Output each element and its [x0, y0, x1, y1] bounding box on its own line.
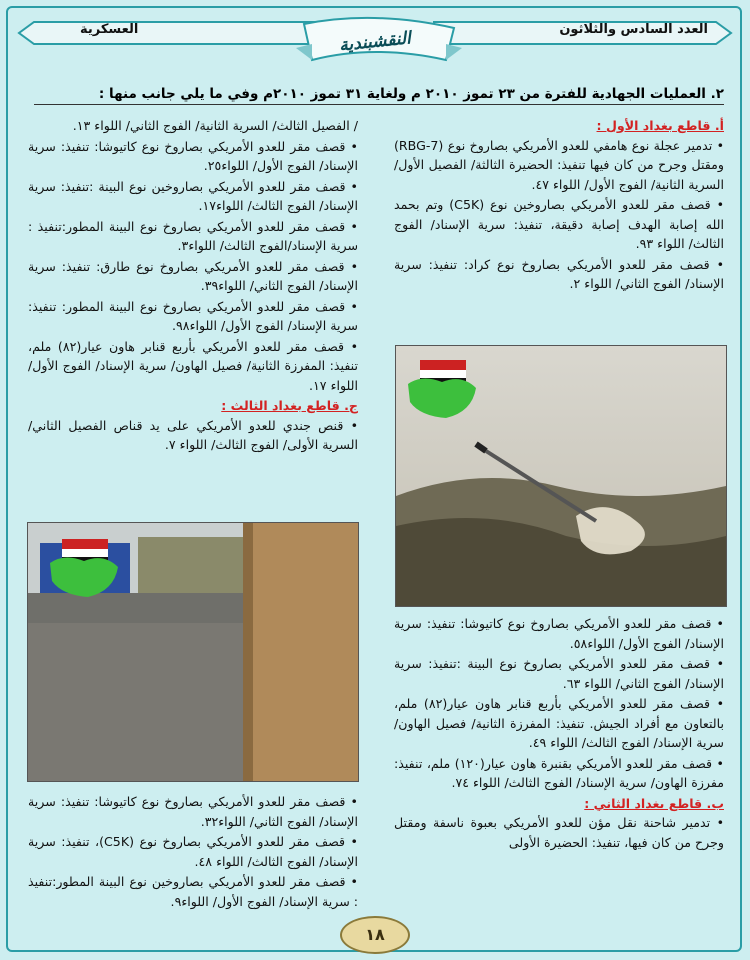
- section-label: العسكرية: [80, 22, 139, 37]
- list-item: • قصف مقر للعدو الأمريكي بصاروخ نوع كاتيوشا: تنفيذ: سرية الإسناد/ الفوج الثاني/ اللواء٣٢.: [28, 794, 358, 829]
- sector3-title: ج. قاطع بغداد الثالث :: [221, 398, 358, 413]
- list-item: • قصف مقر للعدو الأمريكي بصاروخ نوع طارق: تنفيذ: سرية الإسناد/ الفوج الثاني/ اللواء٣٩.: [28, 258, 358, 293]
- list-item: • قصف مقر للعدو الأمريكي بصاروخ نوع كاتيوشا: تنفيذ: سرية الإسناد/ الفوج الأول/ اللواء٢٥.: [28, 138, 358, 173]
- left-column-top: [28, 116, 358, 456]
- army-logo-icon: [402, 354, 482, 424]
- list-item: • قصف مقر للعدو الأمريكي بصاروخ نوع البينة المطور: تنفيذ: سرية الإسناد/ الفوج الأول/ اللواء٩٨.: [28, 298, 358, 333]
- list-item: • قصف مقر للعدو الأمريكي بصاروخ نوع (C5K)، تنفيذ: سرية الإسناد/ الفوج الثالث/ اللواء ٤٨.: [28, 834, 358, 869]
- list-item: • قصف مقر للعدو الأمريكي بصاروخ نوع كاتيوشا: تنفيذ: سرية الإسناد/ الفوج الأول/ اللواء٥٨.: [394, 616, 724, 651]
- sector1-title: أ. قاطع بغداد الأول :: [596, 118, 724, 133]
- list-item: • قصف مقر للعدو الأمريكي بصاروخين نوع البينة المطور:تنفيذ : سرية الإسناد/ الفوج الأول/ اللواء٩.: [28, 874, 358, 909]
- rocket-launch-photo: [395, 345, 727, 607]
- left-column-bottom: [28, 792, 358, 912]
- list-item: • قصف مقر للعدو الأمريكي بصاروخ نوع البينة المطور:تنفيذ : سرية الإسناد/الفوج الثالث/ اللواء٣.: [28, 218, 358, 253]
- street-photo: [27, 522, 359, 782]
- section-heading: ٢. العمليات الجهادية للفترة من ٢٣ تموز ٢٠١٠ م ولغاية ٣١ تموز ٢٠١٠م وفي ما يلي جانب منها :: [34, 86, 724, 105]
- sector2-title: ب. قاطع بغداد الثاني :: [584, 795, 724, 811]
- list-item: • قصف مقر للعدو الأمريكي بصاروخين نوع (C5K) وتم بحمد الله إصابة الهدف إصابة دقيقة، تنفيذ: سرية الإسناد/ الفوج الثالث/ اللواء ٩٣.: [394, 197, 725, 251]
- list-item: • قصف مقر للعدو الأمريكي بصاروخين نوع البينة :تنفيذ: سرية الإسناد/ الفوج الثالث/ اللواء١٧.: [28, 178, 358, 213]
- list-item: • قصف مقر للعدو الأمريكي بصاروخ نوع كراد: تنفيذ: سرية الإسناد/ الفوج الثاني/ اللواء ٢.: [394, 256, 724, 291]
- right-column-bottom: [394, 614, 724, 853]
- list-item: • قصف مقر للعدو الأمريكي بصاروخ نوع البينة :تنفيذ: سرية الإسناد/ الفوج الثاني/ اللواء ٦٣.: [394, 656, 724, 691]
- list-item: / الفصيل الثالث/ السرية الثانية/ الفوج الثاني/ اللواء ١٣.: [72, 118, 358, 133]
- list-item: • قصف مقر للعدو الأمريكي بأربع قنابر هاون عيار(٨٢) ملم، بالتعاون مع أفراد الجيش. تنفيذ: المفرزة الثانية/ فصيل الهاون/ سرية الإسناد/ الفوج الثالث/ اللواء ٤٩.: [394, 696, 724, 750]
- list-item: • تدمير شاحنة نقل مؤن للعدو الأمريكي بعبوة ناسفة ومقتل وجرح من كان فيها، تنفيذ: الحضيرة الأولى: [394, 815, 724, 850]
- banner-title: النقشبندية: [338, 28, 412, 56]
- right-column-top: [394, 116, 724, 295]
- list-item: • قصف مقر للعدو الأمريكي بقنبرة هاون عيار(١٢٠) ملم، تنفيذ: مفرزة الهاون/ سرية الإسناد/ الفوج الثالث/ اللواء ٧٤.: [394, 755, 724, 790]
- list-item: • قنص جندي للعدو الأمريكي على يد قناص الفصيل الثاني/ السرية الأولى/ الفوج الثالث/ اللواء ٧.: [28, 417, 358, 452]
- list-item: • قصف مقر للعدو الأمريكي بأربع قنابر هاون عيار(٨٢) ملم، تنفيذ: المفرزة الثانية/ فصيل الهاون/ سرية الإسناد/ الفوج الأول/ اللواء ١٧.: [28, 338, 358, 393]
- issue-label: العدد السادس والثلاثون: [559, 22, 708, 37]
- list-item: • تدمير عجلة نوع هامفي للعدو الأمريكي بصاروخ نوع (RBG-7) ومقتل وجرح من كان فيها تنفيذ: الحضيرة الثالثة/ الفصيل الأول/ السرية الثانية/ الفوج الأول/ اللواء ٤٧.: [394, 137, 724, 192]
- army-logo-icon: [44, 533, 124, 603]
- page-number: ١٨: [340, 916, 410, 954]
